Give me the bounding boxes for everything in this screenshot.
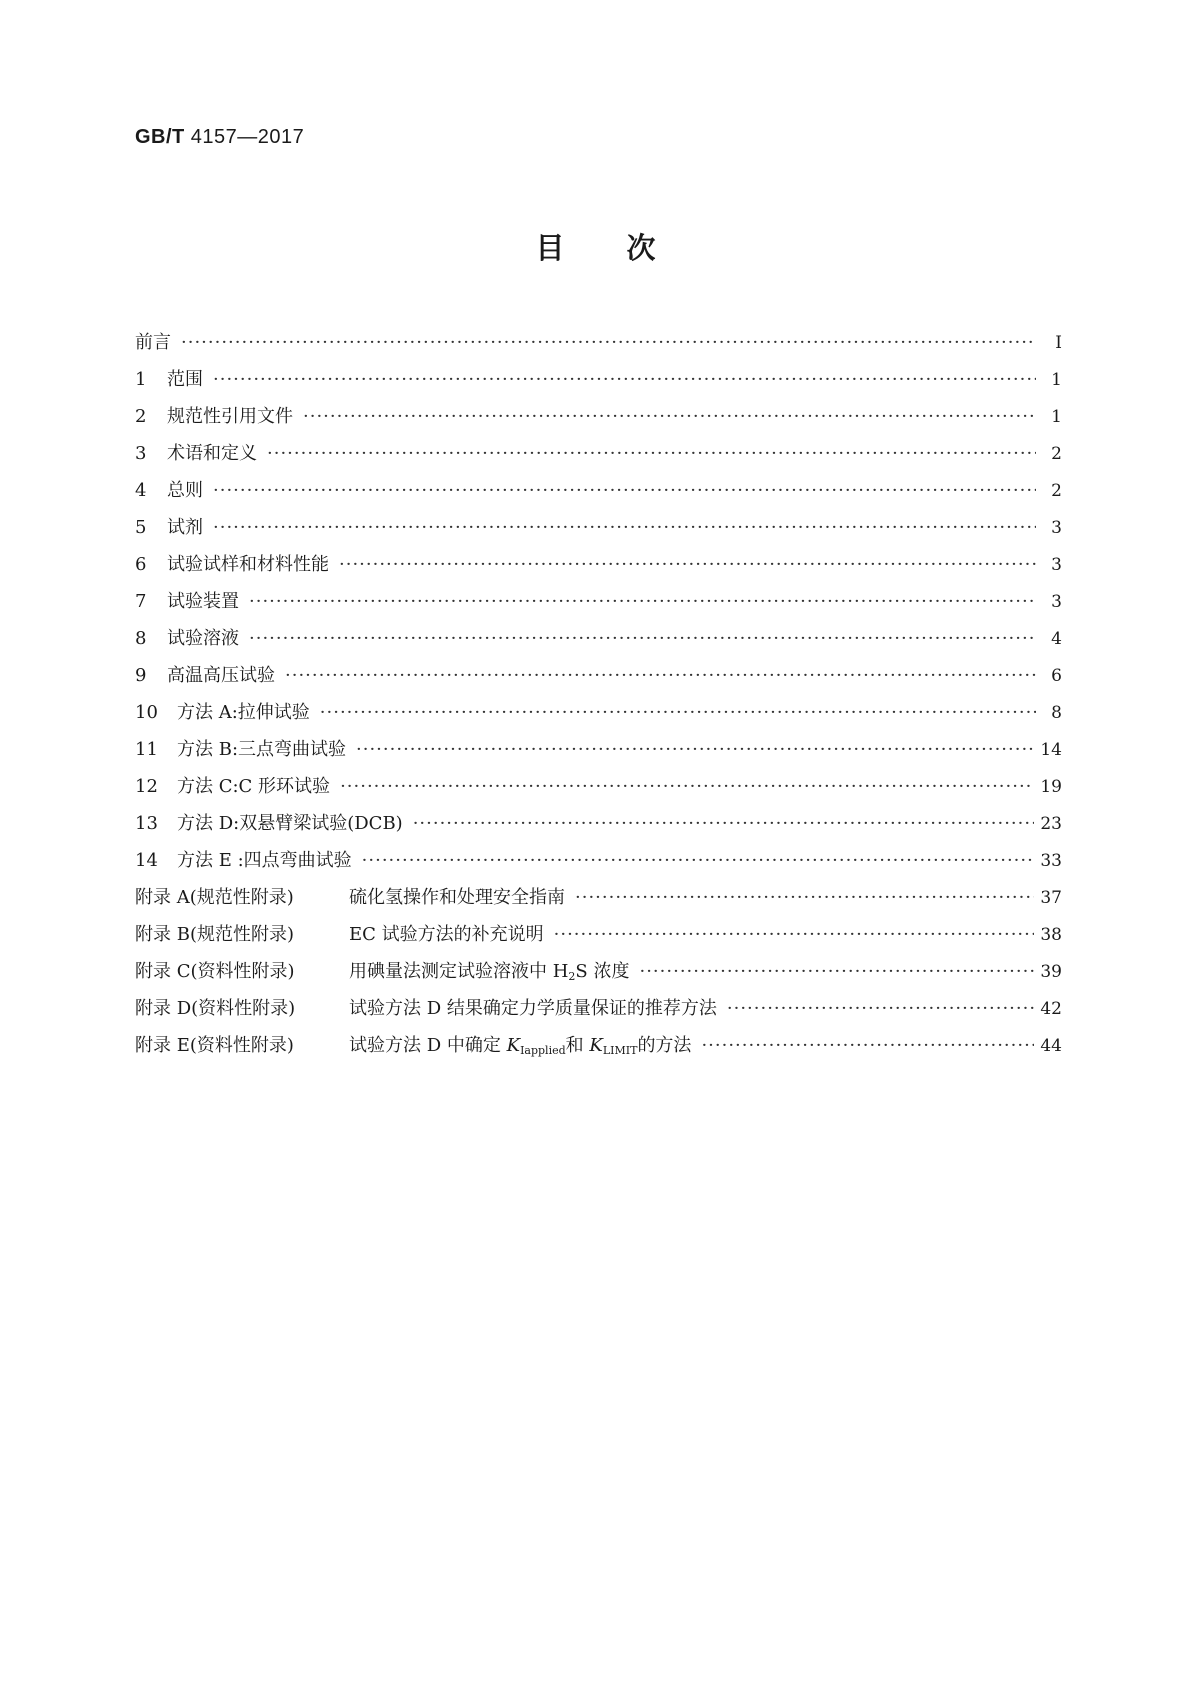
dot-leader — [339, 546, 1036, 583]
toc-entry-number: 12 — [135, 776, 158, 797]
toc-entry-page: 6 — [1051, 666, 1062, 686]
title-char-1: 目 — [535, 231, 565, 265]
toc-entry-page: 19 — [1040, 777, 1062, 797]
appendix-title: 硫化氢操作和处理安全指南 — [349, 887, 565, 908]
toc-entry-9[interactable] — [135, 657, 1062, 694]
toc-entry-page: 8 — [1051, 703, 1062, 723]
subscript: Iapplied — [520, 1044, 566, 1057]
appendix-title-part: S 浓度 — [575, 961, 630, 982]
toc-entry-3[interactable] — [135, 435, 1062, 472]
dot-leader — [554, 916, 1035, 953]
toc-appendix-c[interactable] — [135, 953, 1062, 990]
dot-leader — [362, 842, 1035, 879]
toc-entry-page: 1 — [1051, 370, 1062, 390]
dot-leader — [356, 731, 1034, 768]
toc-entry-page: 3 — [1051, 592, 1062, 612]
toc-entry-number: 9 — [135, 665, 147, 686]
appendix-label: 附录 A(规范性附录) — [135, 887, 294, 908]
toc-entry-title: 总则 — [167, 480, 203, 501]
toc-entry-title: 高温高压试验 — [167, 665, 275, 686]
table-of-contents — [135, 324, 1062, 1064]
dot-leader — [701, 1027, 1034, 1064]
dot-leader — [285, 657, 1036, 694]
toc-entry-13[interactable] — [135, 805, 1062, 842]
toc-appendix-a[interactable] — [135, 879, 1062, 916]
dot-leader — [213, 361, 1036, 398]
toc-entry-title: 试验试样和材料性能 — [167, 554, 329, 575]
appendix-title-part: 的方法 — [637, 1035, 692, 1056]
toc-entry-number: 1 — [135, 369, 147, 390]
toc-appendix-d[interactable] — [135, 990, 1062, 1027]
dot-leader — [575, 879, 1034, 916]
toc-entry-title: 试剂 — [167, 517, 203, 538]
toc-appendix-b[interactable] — [135, 916, 1062, 953]
appendix-title-part: 和 — [565, 1035, 590, 1056]
toc-entry-4[interactable] — [135, 472, 1062, 509]
toc-entry-title: 规范性引用文件 — [167, 406, 293, 427]
dot-leader — [639, 953, 1034, 990]
toc-entry-7[interactable] — [135, 583, 1062, 620]
toc-entry-page: 2 — [1051, 444, 1062, 464]
toc-entry-number: 8 — [135, 628, 147, 649]
toc-entry-title: 范围 — [167, 369, 203, 390]
toc-entry-5[interactable] — [135, 509, 1062, 546]
toc-entry-number: 14 — [135, 850, 158, 871]
dot-leader — [181, 324, 1036, 361]
dot-leader — [267, 435, 1036, 472]
appendix-label: 附录 C(资料性附录) — [135, 961, 295, 982]
toc-entry-page: 33 — [1040, 851, 1062, 871]
toc-entry-title: 前言 — [135, 332, 171, 353]
subscript: LIMIT — [602, 1044, 638, 1057]
subscript: 2 — [568, 970, 576, 983]
toc-entry-number: 10 — [135, 702, 158, 723]
toc-entry-title: 方法 C:C 形环试验 — [177, 776, 331, 797]
symbol-k: K — [589, 1035, 603, 1056]
toc-entry-page: 2 — [1051, 481, 1062, 501]
appendix-title: 试验方法 D 结果确定力学质量保证的推荐方法 — [349, 998, 717, 1019]
toc-entry-page: 1 — [1051, 407, 1062, 427]
toc-entry-title: 试验装置 — [167, 591, 239, 612]
toc-entry-page: 4 — [1051, 629, 1062, 649]
dot-leader — [340, 768, 1034, 805]
toc-entry-12[interactable] — [135, 768, 1062, 805]
toc-entry-foreword[interactable] — [135, 324, 1062, 361]
toc-entry-number: 11 — [135, 739, 158, 760]
toc-entry-page: 23 — [1040, 814, 1062, 834]
appendix-label: 附录 E(资料性附录) — [135, 1035, 294, 1056]
toc-entry-page: 38 — [1040, 925, 1062, 945]
toc-entry-1[interactable] — [135, 361, 1062, 398]
dot-leader — [249, 620, 1036, 657]
toc-entry-title: 术语和定义 — [167, 443, 257, 464]
symbol-k: K — [506, 1035, 521, 1056]
toc-entry-page: 3 — [1051, 518, 1062, 538]
toc-entry-number: 6 — [135, 554, 147, 575]
appendix-title-part: 试验方法 D 中确定 — [349, 1035, 507, 1056]
dot-leader — [213, 472, 1036, 509]
toc-entry-page: Ⅰ — [1055, 333, 1062, 353]
toc-entry-title: 方法 B:三点弯曲试验 — [177, 739, 347, 760]
dot-leader — [213, 509, 1036, 546]
standard-code — [135, 126, 304, 149]
toc-entry-number: 7 — [135, 591, 147, 612]
page-title — [0, 226, 1191, 267]
title-char-2: 次 — [626, 231, 656, 265]
toc-entry-number: 4 — [135, 480, 147, 501]
toc-entry-page: 37 — [1040, 888, 1062, 908]
toc-entry-page: 42 — [1040, 999, 1062, 1019]
toc-entry-14[interactable] — [135, 842, 1062, 879]
toc-entry-2[interactable] — [135, 398, 1062, 435]
toc-entry-number: 5 — [135, 517, 147, 538]
appendix-label: 附录 D(资料性附录) — [135, 998, 296, 1019]
toc-entry-title: 方法 D:双悬臂梁试验(DCB) — [177, 813, 403, 834]
dot-leader — [303, 398, 1036, 435]
toc-entry-page: 44 — [1040, 1036, 1062, 1056]
toc-entry-title: 方法 E :四点弯曲试验 — [177, 850, 352, 871]
toc-appendix-e[interactable] — [135, 1027, 1062, 1064]
dot-leader — [413, 805, 1035, 842]
toc-entry-11[interactable] — [135, 731, 1062, 768]
appendix-title: EC 试验方法的补充说明 — [349, 924, 544, 945]
toc-entry-page: 3 — [1051, 555, 1062, 575]
appendix-title — [349, 1035, 691, 1056]
toc-entry-title: 试验溶液 — [167, 628, 239, 649]
toc-entry-number: 2 — [135, 406, 147, 427]
toc-entry-number: 13 — [135, 813, 158, 834]
toc-entry-10[interactable] — [135, 694, 1062, 731]
toc-entry-6[interactable] — [135, 546, 1062, 583]
dot-leader — [320, 694, 1036, 731]
dot-leader — [249, 583, 1036, 620]
toc-entry-page: 14 — [1040, 740, 1062, 760]
toc-entry-number: 3 — [135, 443, 147, 464]
toc-entry-8[interactable] — [135, 620, 1062, 657]
standard-prefix: GB/T — [135, 126, 185, 148]
dot-leader — [727, 990, 1034, 1027]
toc-entry-title: 方法 A:拉伸试验 — [177, 702, 310, 723]
appendix-title-part: 用碘量法测定试验溶液中 H — [349, 961, 569, 982]
appendix-title — [349, 961, 629, 982]
toc-entry-page: 39 — [1040, 962, 1062, 982]
appendix-label: 附录 B(规范性附录) — [135, 924, 294, 945]
standard-number: 4157—2017 — [190, 126, 305, 148]
